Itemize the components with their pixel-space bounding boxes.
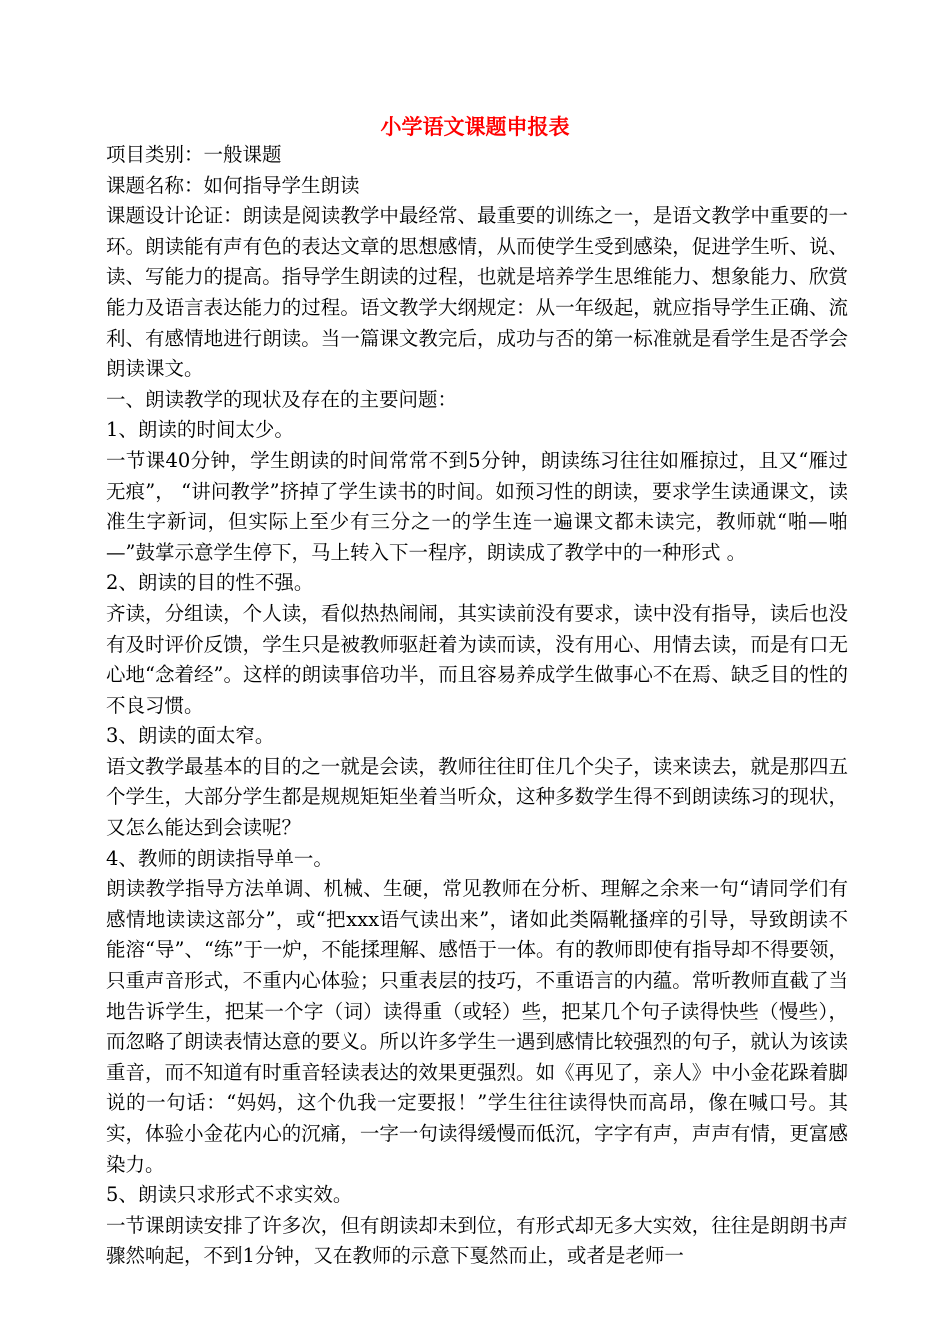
subheading-1: 1、朗读的时间太少。	[106, 418, 294, 442]
paragraph-2: 齐读，分组读，个人读，看似热热闹闹，其实读前没有要求，读中没有指导，读后也没有及时评价反馈，学生只是被教师驱赶着为读而读，没有用心、用情去读，而是有口无心地“念着经”。这样的朗读事倍功半，而且容易养成学生做事心不在焉、缺乏目的性的不良习惯。	[106, 601, 848, 717]
design-argument-paragraph: 课题设计论证：朗读是阅读教学中最经常、最重要的训练之一，是语文教学中重要的一环。朗读能有声有色的表达文章的思想感情，从而使学生受到感染，促进学生听、说、读、写能力的提高。指导学生朗读的过程，也就是培养学生思维能力、想象能力、欣赏能力及语言表达能力的过程。语文教学大纲规定：从一年级起，就应指导学生正确、流利、有感情地进行朗读。当一篇课文教完后，成功与否的第一标准就是看学生是否学会朗读课文。	[106, 204, 848, 381]
subheading-4: 4、教师的朗读指导单一。	[106, 846, 333, 870]
subheading-2: 2、朗读的目的性不强。	[106, 571, 314, 595]
paragraph-5: 一节课朗读安排了许多次，但有朗读却未到位，有形式却无多大实效，往往是朗朗书声骤然响起，不到1分钟，又在教师的示意下戛然而止，或者是老师一	[106, 1213, 848, 1268]
section-heading: 一、朗读教学的现状及存在的主要问题：	[106, 387, 458, 411]
document-body	[106, 140, 848, 1272]
project-name-line: 课题名称：如何指导学生朗读	[106, 173, 360, 197]
subheading-5: 5、朗读只求形式不求实效。	[106, 1183, 353, 1207]
project-category-line: 项目类别：一般课题	[106, 143, 282, 166]
document-title: 小学语文课题申报表	[380, 114, 570, 139]
paragraph-1: 一节课40分钟，学生朗读的时间常常不到5分钟，朗读练习往往如雁掠过，且又“雁过无痕”， “讲问教学”挤掉了学生读书的时间。如预习性的朗读，要求学生读通课文，读准生字新词，但实际上至少有三分之一的学生连一遍课文都未读完，教师就“啪—啪—”鼓掌示意学生停下，马上转入下一程序，朗读成了教学中的一种形式 。	[106, 448, 848, 564]
subheading-3: 3、朗读的面太窄。	[106, 724, 275, 748]
paragraph-3: 语文教学最基本的目的之一就是会读，教师往往盯住几个尖子，读来读去，就是那四五个学生，大部分学生都是规规矩矩坐着当听众，这种多数学生得不到朗读练习的现状，又怎么能达到会读呢？	[106, 754, 848, 840]
paragraph-4: 朗读教学指导方法单调、机械、生硬，常见教师在分析、理解之余来一句“请同学们有感情地读读这部分”，或“把xxx语气读出来”，诸如此类隔靴搔痒的引导，导致朗读不能溶“导”、“练”于一炉，不能揉理解、感悟于一体。有的教师即使有指导却不得要领，只重声音形式，不重内心体验；只重表层的技巧，不重语言的内蕴。常听教师直截了当地告诉学生，把某一个字（词）读得重（或轻）些，把某几个句子读得快些（慢些），而忽略了朗读表情达意的要义。所以许多学生一遇到感情比较强烈的句子，就认为该读重音，而不知道有时重音轻读表达的效果更强烈。如《再见了，亲人》中小金花跺着脚说的一句话：“妈妈，这个仇我一定要报！”学生往往读得快而高昂，像在喊口号。其实，体验小金花内心的沉痛，一字一句读得缓慢而低沉，字字有声，声声有情，更富感染力。	[106, 877, 848, 1176]
